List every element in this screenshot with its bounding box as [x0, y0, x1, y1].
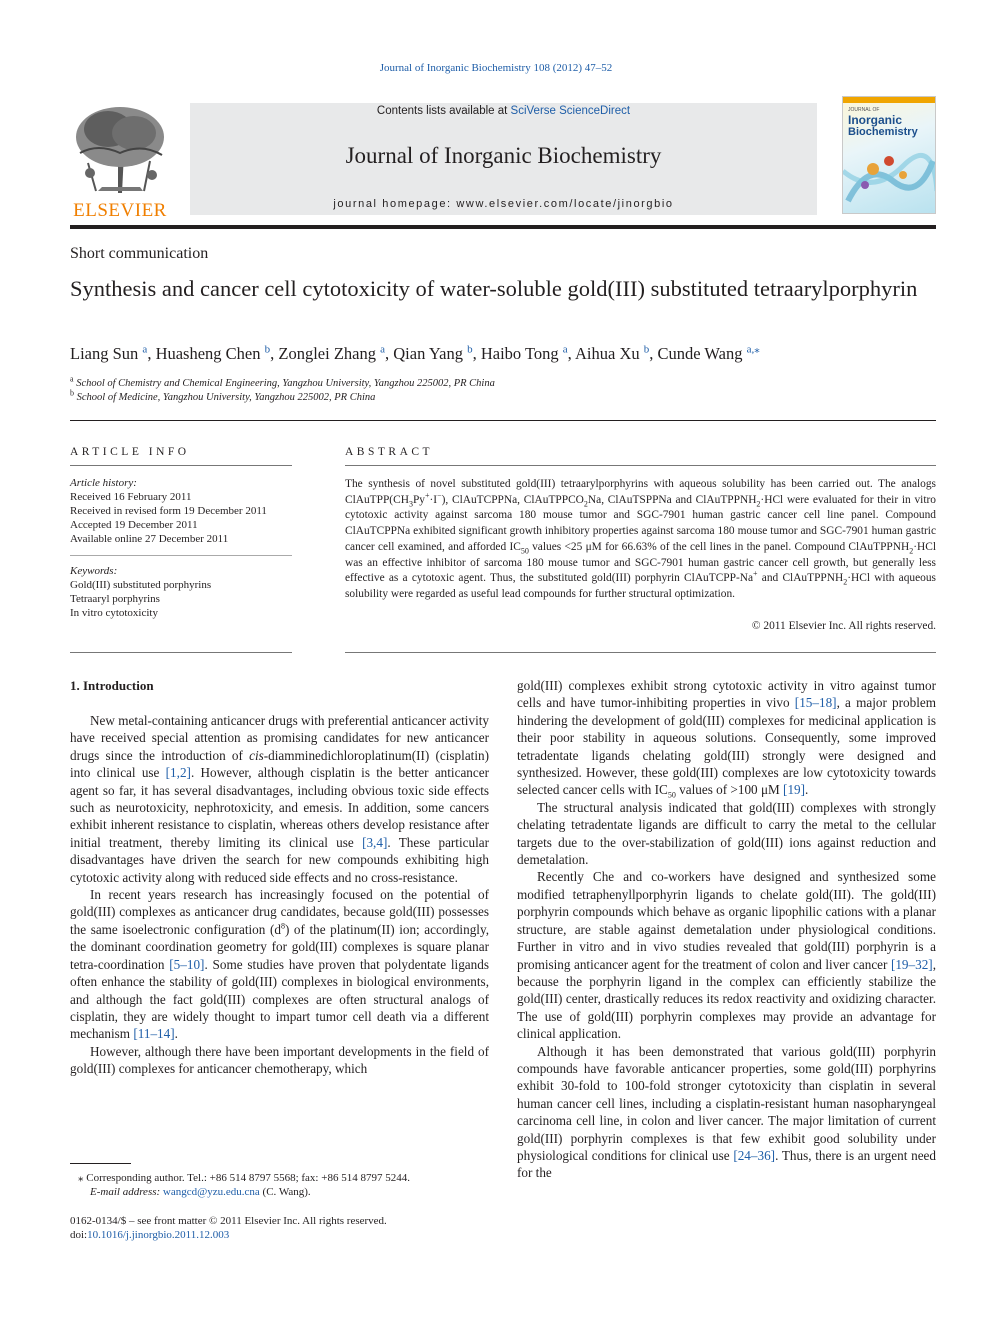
elsevier-logo — [68, 103, 172, 221]
homepage-prefix: journal homepage: — [333, 198, 457, 210]
affiliation-b — [70, 388, 936, 405]
history-accepted: Accepted 19 December 2011 — [70, 519, 198, 531]
journal-cover-image — [842, 96, 936, 214]
article-history — [70, 476, 292, 546]
reference-link[interactable]: [19] — [783, 782, 806, 798]
issn-line: 0162-0134/$ – see front matter © 2011 Elsevier Inc. All rights reserved. — [70, 1215, 387, 1227]
contents-line — [190, 105, 817, 117]
masthead — [190, 103, 817, 215]
history-online: Available online 27 December 2011 — [70, 533, 229, 545]
paragraph: gold(III) complexes exhibit strong cytotoxic activity in vitro against tumor cells and have tumor-inhibiting properties in vivo [15–18], a major problem hindering the development of gold(III) complexes for medicinal application is their poor stability in aqueous solutions. Consequently, some improved tetradentate ligands chelating gold(III) strongly were designed and synthesized. However, these gold(III) complexes are low cytotoxicity towards selected cancer cells with $IC_{50}$ values of >100 μM [19]. — [517, 678, 936, 801]
elsevier-wordmark: ELSEVIER — [73, 200, 167, 221]
cover-top-bar — [843, 97, 936, 103]
cover-kicker: JOURNAL OF — [848, 107, 880, 113]
paragraph: Although it has been demonstrated that various gold(III) porphyrin compounds have favorable anticancer properties, some gold(III) porphyrins exhibit 30-fold to 100-fold stronger cytotoxicity than cisplatin in several human cancer cell lines, including a cisplatin-resistant human nasopharyngeal carcinoma cell line, in colon and liver cancer. The major limitation of current gold(III) porphyrin complexes is that few exhibit good solubility under physiological conditions for clinical use [24–36]. Thus, there is an urgent need for the — [517, 1043, 936, 1181]
asterisk-icon: ⁎ — [78, 1172, 84, 1184]
author-name: Aihua Xu — [575, 344, 640, 363]
keyword-item: Tetraaryl porphyrins — [70, 593, 160, 605]
keyword-item: In vitro cytotoxicity — [70, 607, 158, 619]
reference-link[interactable]: [1,2] — [165, 765, 191, 781]
keywords-rule — [70, 555, 292, 556]
issn-doi — [70, 1214, 570, 1242]
author-name: Cunde Wang — [657, 344, 743, 363]
keywords — [70, 564, 292, 620]
paragraph: New metal-containing anticancer drugs with preferential anticancer activity have received special attention as promising candidates for new anticancer drugs since the introduction of cis-diamminedichloroplatinum(II) (cisplatin) into clinical use [1,2]. However, although cisplatin is the better anticancer agent so far, it has several disadvantages, including obvious toxic side effects such as neurotoxicity, nephrotoxicity, and emesis. In addition, some cancers exhibit inherent resistance to cisplatin, whereas others develop resistance after initial treatment, thereby limiting its clinical use [3,4]. These particular disadvantages have driven the search for new compounds exhibiting high cytotoxic activity along with reduced side effects and no cross-resistance. — [70, 713, 489, 885]
cover-molecule-icon — [843, 141, 936, 214]
author-name: Qian Yang — [393, 344, 463, 363]
doi-label: doi: — [70, 1229, 88, 1241]
article-info-heading: ARTICLE INFO — [70, 446, 190, 458]
body-column-left — [70, 712, 489, 1078]
author-affiliation-mark[interactable]: a — [562, 343, 568, 356]
keywords-label: Keywords: — [70, 565, 118, 577]
article-info-rule — [70, 465, 292, 466]
info-top-rule — [70, 420, 936, 421]
homepage-line — [190, 198, 817, 210]
journal-citation[interactable]: Journal of Inorganic Biochemistry 108 (2012) 47–52 — [379, 62, 613, 74]
email-link[interactable]: wangcd@yzu.edu.cna — [162, 1186, 260, 1198]
author-name: Huasheng Chen — [155, 344, 261, 363]
elsevier-tree-icon — [68, 103, 172, 195]
author-affiliation-mark[interactable]: a — [142, 343, 148, 356]
reference-link[interactable]: [3,4] — [362, 834, 388, 850]
homepage-url[interactable]: www.elsevier.com/locate/jinorgbio — [456, 198, 674, 210]
article-type: Short communication — [70, 245, 209, 262]
author-list: Liang Sun $^a$, Huasheng Chen $^b$, Zonglei Zhang $^a$, Qian Yang $^b$, Haibo Tong $^a$, Aihua Xu $^b$, Cunde Wang $^{a,⁎}$ — [70, 343, 760, 363]
abstract-heading: ABSTRACT — [345, 446, 434, 458]
body-column-right — [517, 677, 936, 1182]
affiliation-mark: a — [70, 374, 74, 384]
email-label: E-mail address: — [90, 1186, 161, 1198]
history-label: Article history: — [70, 477, 137, 489]
paragraph: The structural analysis indicated that gold(III) complexes with strongly chelating tetradentate ligands are difficult to carry the metal to the cellular targets due to the over-stabilization of gold(III) ions against reduction and demetalation. — [517, 799, 936, 868]
abstract-rule — [345, 465, 936, 466]
footnote-rule — [70, 1163, 131, 1164]
keyword-item: Gold(III) substituted porphyrins — [70, 579, 212, 591]
author-name: Haibo Tong — [480, 344, 559, 363]
sciencedirect-link[interactable]: SciVerse ScienceDirect — [510, 105, 631, 117]
history-received: Received 16 February 2011 — [70, 491, 192, 503]
paragraph: Recently Che and co-workers have designed and synthesized some modified tetraphenyllporphyrin ligands to chelate gold(III). The gold(III) porphyrin compounds which behave as organic lipophilic cations with a planar structure, are stable against demetalation under physiological conditions. Further in vitro and in vivo studies revealed that gold(III) porphyrin is a promising anticancer agent for the treatment of colon and liver cancer [19–32], because the porphyrin ligand in the complex can efficiently stabilize the gold(III) center, drastically reduces its redox reactivity and oxidizing character. The use of gold(III) porphyrin complexes may provide an advantage for clinical application. — [517, 869, 936, 1042]
affiliation-text: School of Medicine, Yangzhou University, Yangzhou 225002, PR China — [76, 392, 376, 403]
section-heading: 1. Introduction — [70, 678, 154, 693]
paragraph: In recent years research has increasingly focused on the potential of gold(III) complexes as anticancer drug candidates, because gold(III) possesses the same isoelectronic configuration $(d^8)$ of the platinum(II) ion; accordingly, the dominant coordination geometry for gold(III) complexes is square planar tetra-coordination [5–10]. Some studies have proven that polydentate ligands often enhance the stability of gold(III) complexes in biological environments, and although the fact gold(III) complexes are often structural analogs of cisplatin, they are widely thought to impart tumor cell death via a different mechanism [11–14]. — [70, 887, 489, 1042]
journal-title: Journal of Inorganic Biochemistry — [345, 143, 662, 168]
email-note — [70, 1185, 489, 1199]
doi-link[interactable]: 10.1016/j.jinorgbio.2011.12.003 — [87, 1229, 230, 1241]
author-name: Liang Sun — [70, 344, 139, 363]
contents-prefix: Contents lists available at — [376, 105, 511, 117]
reference-link[interactable]: [11–14] — [133, 1026, 175, 1042]
footnote — [70, 1171, 489, 1199]
reference-link[interactable]: [5–10] — [169, 956, 205, 972]
author-affiliation-mark[interactable]: a,⁎ — [746, 343, 760, 356]
corresponding-text: Corresponding author. Tel.: +86 514 8797 5568; fax: +86 514 8797 5244. — [86, 1172, 410, 1184]
doi-line — [70, 1228, 570, 1242]
reference-link[interactable]: [24–36] — [733, 1147, 776, 1163]
affiliations — [70, 374, 936, 405]
email-suffix: (C. Wang). — [259, 1186, 311, 1198]
abstract-copyright: © 2011 Elsevier Inc. All rights reserved. — [751, 620, 936, 632]
abstract-bottom-rule — [345, 652, 936, 653]
corresponding-note — [70, 1171, 489, 1185]
author-affiliation-mark[interactable]: b — [264, 343, 271, 356]
author-affiliation-mark[interactable]: b — [467, 343, 473, 356]
author-affiliation-mark[interactable]: a — [380, 343, 386, 356]
affiliation-text: School of Chemistry and Chemical Engineering, Yangzhou University, Yangzhou 225002, PR China — [76, 378, 495, 389]
history-revised: Received in revised form 19 December 2011 — [70, 505, 267, 517]
cover-title-2: Biochemistry — [848, 126, 918, 138]
abstract-text: The synthesis of novel substituted gold(III) tetraarylporphyrins with aqueous solubility has been carried out. The analogs $ClAuTPP(CH_3Py^+\cdot I^-)$, ClAuTCPPNa, ClAuTPPCO$_2$Na, ClAuTSPPNa and ClAuTPPNH$_2$·HCl were evaluated for their in vitro cytotoxic activity against sarcoma 180 mouse tumor and SGC-7901 human gastric cancer cell line panel. Compound ClAuTCPPNa exhibited significant growth inhibitory properties against sarcoma 180 mouse tumor and SGC-7901 human gastric cancer cell examined, and afforded $IC_{50}$ values <25 μM for 66.63% of the cell lines in the panel. Compound ClAuTPPNH$_2$·HCl was an effective inhibitor of sarcoma 180 mouse tumor and SGC-7901 human gastric cancer cell growth, but generally less effective as a cytotoxic agent. Thus, the substituted gold(III) porphyrin ClAuTCPP-Na+ and ClAuTPPNH$_2$·HCl with aqueous solubility were regarded as useful lead compounds for further structural optimization. — [345, 478, 936, 600]
reference-link[interactable]: [15–18] — [794, 695, 837, 711]
masthead-rule — [70, 225, 936, 229]
affiliation-mark: b — [70, 388, 74, 398]
reference-link[interactable]: [19–32] — [890, 956, 933, 972]
author-affiliation-mark[interactable]: b — [643, 343, 650, 356]
article-info-bottom-rule — [70, 652, 292, 653]
cover-title-1: Inorganic — [848, 113, 903, 127]
article-title: Synthesis and cancer cell cytotoxicity of water-soluble gold(III) substituted tetraarylporphyrin — [70, 276, 918, 301]
affiliation-a — [70, 374, 936, 391]
paragraph: However, although there have been important developments in the field of gold(III) complexes for anticancer chemotherapy, which — [70, 1043, 489, 1077]
author-name: Zonglei Zhang — [278, 344, 376, 363]
